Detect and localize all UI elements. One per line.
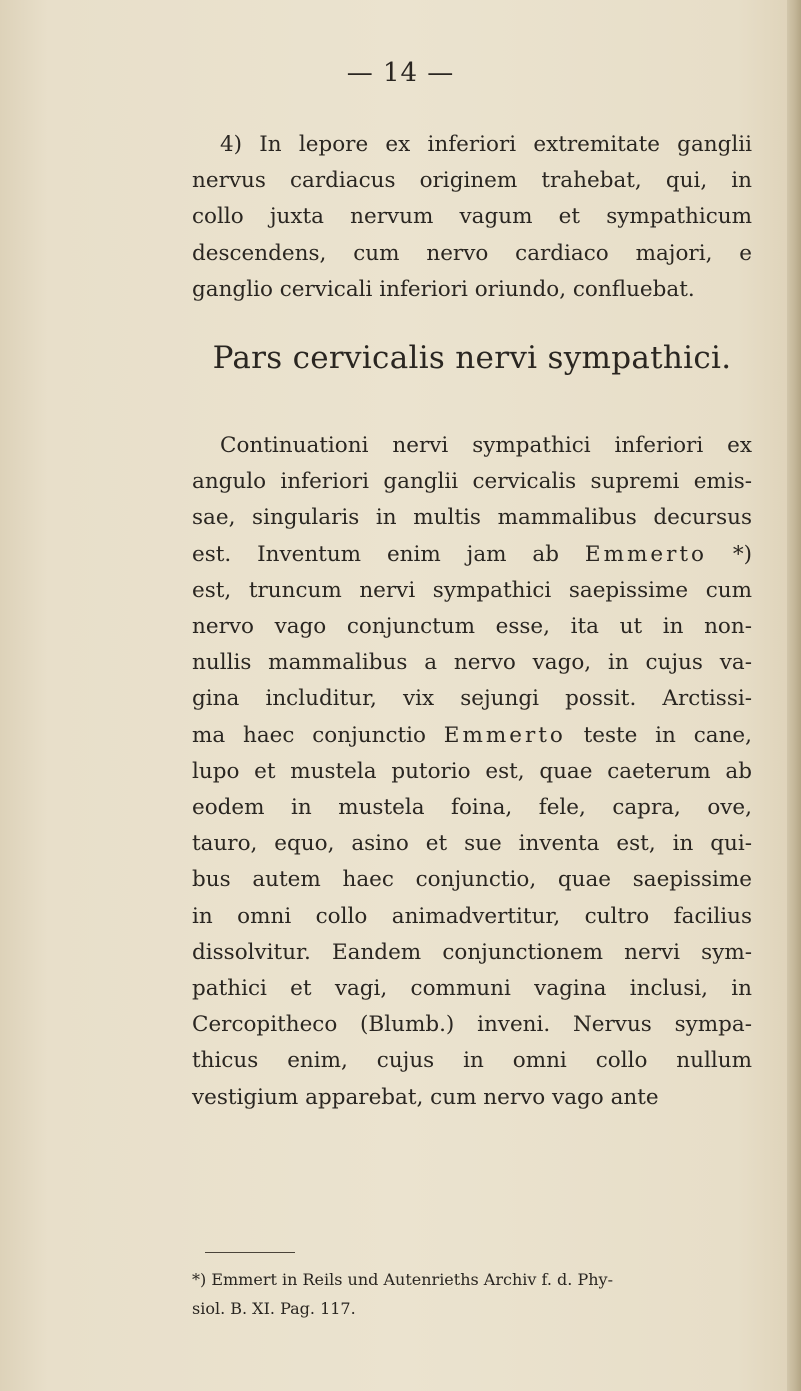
text-line: angulo inferiori ganglii cervicalis supremi emis- [192, 469, 752, 495]
text-line: est, truncum nervi sympathici saepissime cum [192, 577, 752, 603]
text-line: descendens, cum nervo cardiaco majori, e [192, 240, 752, 266]
text-line: Continuationi nervi sympathici inferiori ex [220, 433, 752, 458]
text-line: ganglio cervicali inferiori oriundo, confluebat. [192, 276, 695, 302]
text-line: dissolvitur. Eandem conjunctionem nervi sym- [192, 939, 752, 965]
page-number: — 14 — [346, 58, 455, 88]
text-line: nervo vago conjunctum esse, ita ut in non- [192, 614, 752, 640]
text-line: est. Inventum enim jam ab Emmerto *) [192, 541, 752, 567]
paragraph-2 [192, 428, 752, 1116]
spaced-name: Emmerto [584, 541, 707, 567]
text-line: tauro, equo, asino et sue inventa est, in qui- [192, 831, 752, 857]
paragraph-1 [192, 127, 752, 308]
text-line: lupo et mustela putorio est, quae caeterum ab [192, 758, 752, 784]
text-line: pathici et vagi, communi vagina inclusi, in [192, 976, 752, 1002]
text-line: in omni collo animadvertitur, cultro facilius [192, 903, 752, 929]
text-line: 4) In lepore ex inferiori extremitate ganglii [220, 132, 752, 157]
text-line: sae, singularis in multis mammalibus decursus [192, 505, 752, 531]
text-line: nervus cardiacus originem trahebat, qui, in [192, 168, 752, 194]
text-line: gina includitur, vix sejungi possit. Arctissi- [192, 686, 752, 712]
section-heading: Pars cervicalis nervi sympathici. [212, 340, 732, 376]
text-line: eodem in mustela foina, fele, capra, ove, [192, 795, 752, 821]
text-line: bus autem haec conjunctio, quae saepissime [192, 867, 752, 893]
text-line: vestigium apparebat, cum nervo vago ante [192, 1084, 659, 1110]
footnote-line: siol. B. XI. Pag. 117. [192, 1299, 356, 1318]
footnote-rule [205, 1252, 295, 1253]
page-edge-shadow [787, 0, 801, 1391]
text-line: Cercopitheco (Blumb.) inveni. Nervus sympa- [192, 1012, 752, 1038]
text-line: thicus enim, cujus in omni collo nullum [192, 1048, 752, 1074]
text-line: nullis mammalibus a nervo vago, in cujus va- [192, 650, 752, 676]
footnote-line: *) Emmert in Reils und Autenrieths Archiv f. d. Phy- [192, 1270, 613, 1289]
footnote [192, 1265, 752, 1323]
spaced-name: Emmerto [443, 722, 566, 748]
text-line: collo juxta nervum vagum et sympathicum [192, 204, 752, 230]
text-line: ma haec conjunctio Emmerto teste in cane, [192, 722, 752, 748]
